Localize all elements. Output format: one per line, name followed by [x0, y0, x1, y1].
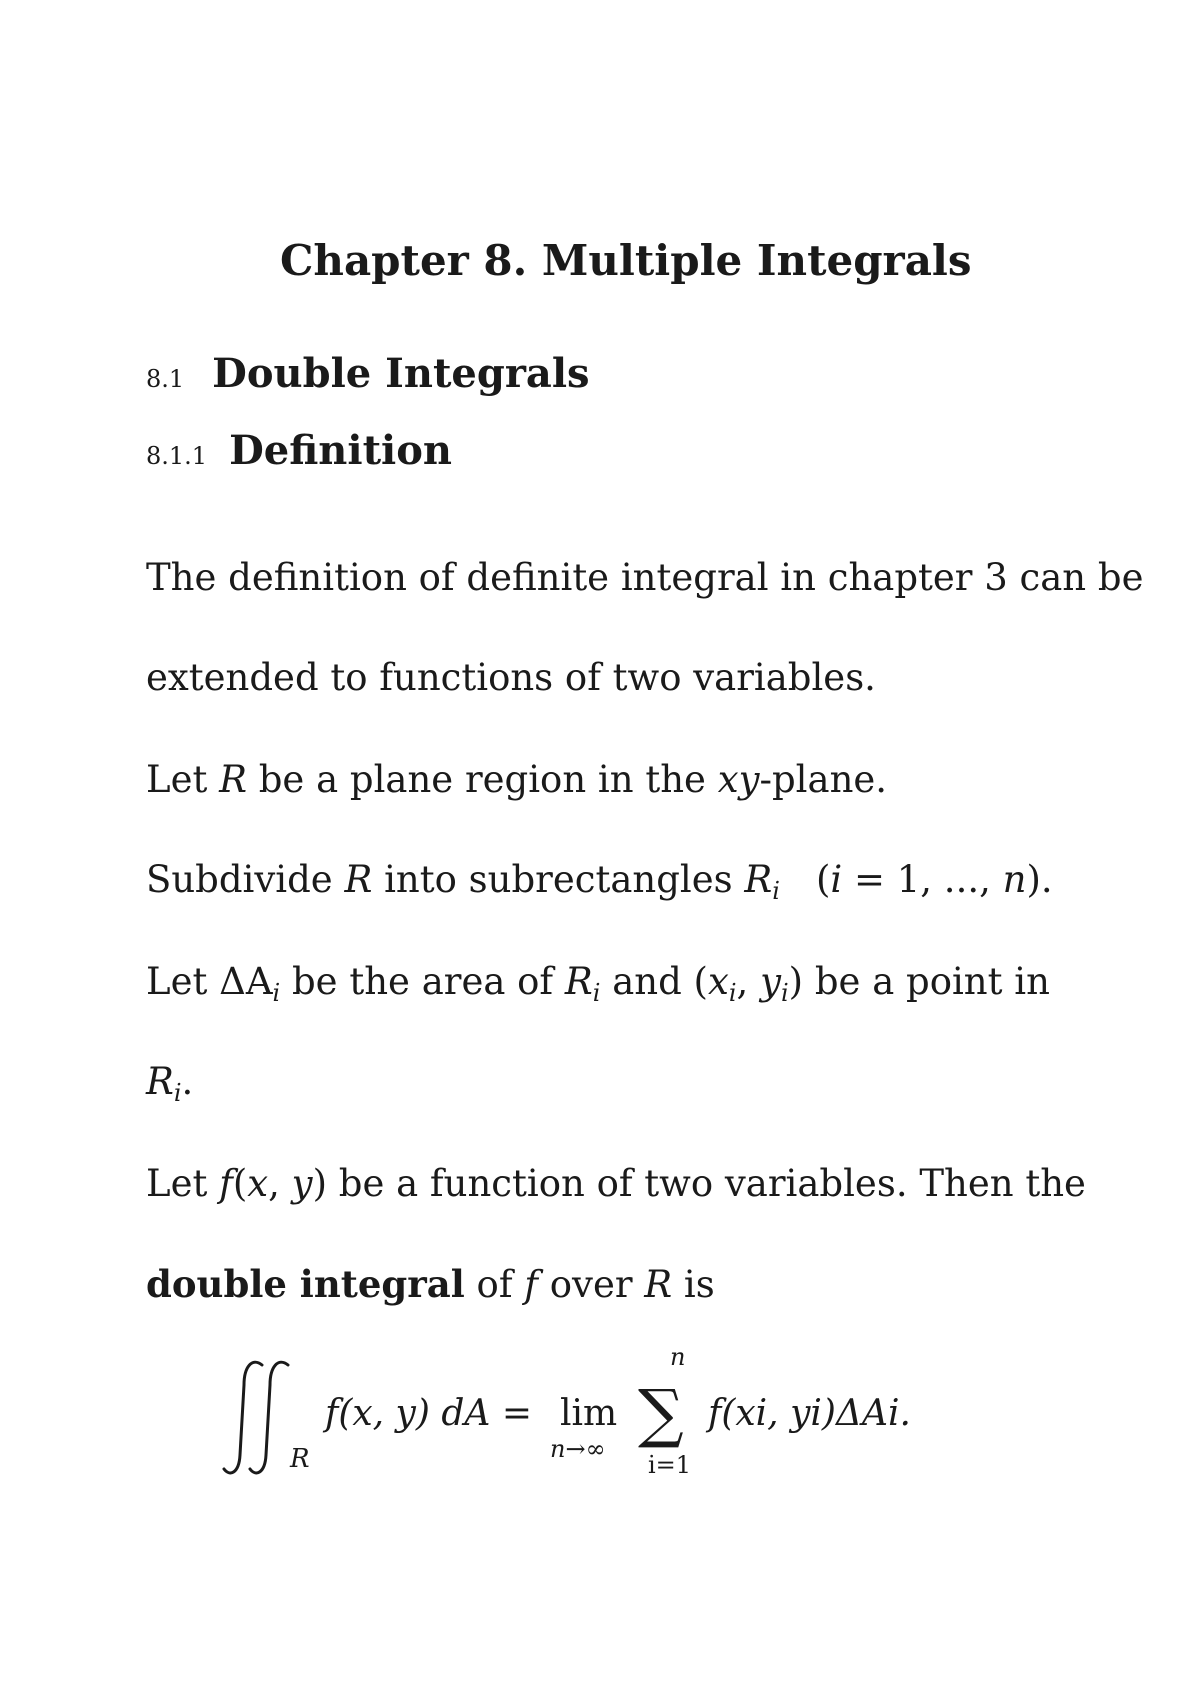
subsection-heading — [146, 427, 452, 474]
text-span: of — [464, 1263, 525, 1306]
text-span: and ( — [600, 960, 708, 1003]
text-span: ). — [1026, 858, 1053, 901]
text-span: ( — [232, 1162, 248, 1205]
limit-operator: lim — [560, 1393, 618, 1434]
math-var: x — [247, 1162, 269, 1205]
math-var: f — [524, 1263, 538, 1306]
sum-upper-limit: n — [670, 1345, 686, 1371]
text-span: . — [181, 1060, 194, 1103]
text-span: be the area of — [280, 960, 565, 1003]
math-var: y — [291, 1162, 313, 1205]
math-subscript: i — [728, 979, 737, 1007]
math-subscript: i — [772, 877, 780, 905]
text-span: , — [736, 960, 761, 1003]
bold-term: double integral — [146, 1262, 465, 1306]
math-var: R — [219, 758, 247, 801]
math-var: i — [830, 858, 843, 901]
integral-region: R — [290, 1444, 310, 1474]
paragraph-line — [146, 1060, 194, 1107]
math-var: n — [1002, 858, 1027, 901]
double-integral-formula — [0, 1345, 1200, 1485]
text-span: into subrectangles — [372, 858, 745, 901]
text-span: Let — [146, 758, 220, 801]
math-var: x — [707, 960, 729, 1003]
math-var: y — [760, 960, 781, 1003]
math-var: f — [219, 1162, 233, 1205]
math-subscript: i — [173, 1079, 182, 1107]
paragraph-line — [146, 1262, 715, 1306]
text-span: be a plane region in the — [246, 758, 718, 801]
math-subscript: i — [272, 979, 281, 1007]
text-span: is — [672, 1263, 715, 1306]
text-span: Let ΔA — [146, 960, 273, 1003]
math-var: xy — [717, 758, 760, 801]
limit-subscript: n→∞ — [550, 1435, 606, 1463]
text-span: ) be a point in — [788, 960, 1050, 1003]
math-var: R — [564, 960, 593, 1003]
integrand: f(x, y) dA = — [325, 1393, 533, 1434]
text-span: -plane. — [759, 758, 888, 801]
text-span: Subdivide — [146, 858, 345, 901]
sum-lower-limit: i=1 — [648, 1451, 692, 1479]
subsection-title: Definition — [229, 427, 453, 474]
text-span: ) be a function of two variables. Then the — [312, 1162, 1086, 1205]
paragraph-line: extended to functions of two variables. — [146, 656, 876, 699]
text-span: , — [268, 1162, 292, 1205]
subsection-number: 8.1.1 — [146, 442, 208, 470]
text-span: Let — [146, 1162, 220, 1205]
math-var: R — [744, 858, 773, 901]
section-heading — [146, 350, 590, 397]
paragraph-line — [146, 758, 887, 801]
math-subscript: i — [592, 979, 601, 1007]
math-subscript: i — [780, 979, 789, 1007]
text-span: ( — [815, 858, 831, 901]
section-title: Double Integrals — [212, 350, 590, 397]
text-span: = 1, ..., — [842, 858, 1003, 901]
chapter-title: Chapter 8. Multiple Integrals — [280, 236, 972, 285]
math-var: R — [344, 858, 373, 901]
summand: f(xi, yi)ΔAi. — [708, 1393, 911, 1434]
formula-svg — [0, 1345, 1200, 1485]
paragraph-line: The definition of definite integral in chapter 3 can be — [146, 556, 1144, 599]
integral-sign — [224, 1362, 262, 1473]
sum-sign: ∑ — [638, 1377, 684, 1451]
math-var: R — [644, 1263, 673, 1306]
paragraph-line — [146, 858, 1053, 905]
section-number: 8.1 — [146, 365, 185, 393]
math-var: R — [146, 1060, 174, 1103]
paragraph-line — [146, 1162, 1086, 1205]
paragraph-line — [146, 960, 1050, 1007]
text-span: over — [538, 1263, 645, 1306]
integral-sign — [250, 1362, 288, 1473]
